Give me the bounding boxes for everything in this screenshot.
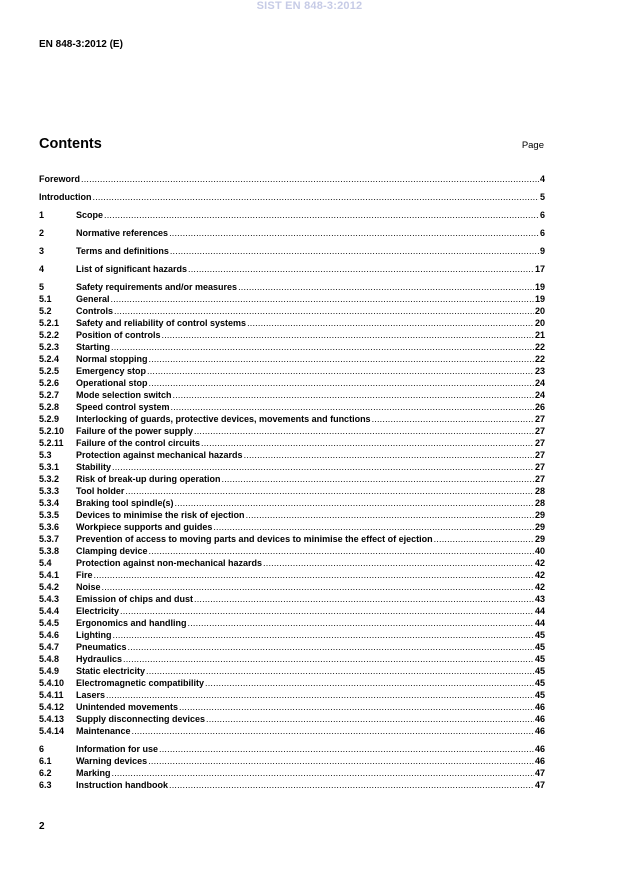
- toc-entry[interactable]: [39, 329, 545, 341]
- toc-entry-page: 46: [534, 714, 545, 724]
- toc-entry-page: 19: [534, 294, 545, 304]
- toc-entry-title: Ergonomics and handling: [76, 618, 187, 628]
- toc-entry[interactable]: [39, 473, 545, 485]
- toc-entry-title: Normative references: [76, 228, 169, 238]
- toc-entry-title: Electromagnetic compatibility: [76, 678, 205, 688]
- toc-entry-title: Tool holder: [76, 486, 125, 496]
- toc-entry-title: Information for use: [76, 744, 159, 754]
- document-id: EN 848-3:2012 (E): [39, 39, 123, 50]
- toc-entry[interactable]: [39, 701, 545, 713]
- toc-dot-leader: [175, 497, 534, 509]
- toc-entry-number: 5: [39, 282, 45, 292]
- toc-entry[interactable]: [39, 629, 545, 641]
- toc-entry-page: 27: [534, 450, 545, 460]
- toc-entry-page: 27: [534, 462, 545, 472]
- toc-entry-page: 9: [539, 246, 545, 256]
- toc-dot-leader: [247, 317, 534, 329]
- toc-entry-number: 5.3.4: [39, 498, 60, 508]
- toc-dot-leader: [125, 485, 534, 497]
- toc-entry-number: 5.2.8: [39, 402, 60, 412]
- toc-entry-title: Normal stopping: [76, 354, 148, 364]
- toc-entry-title: Safety requirements and/or measures: [76, 282, 238, 292]
- toc-entry-title: Introduction: [39, 192, 92, 202]
- toc-entry[interactable]: [39, 677, 545, 689]
- toc-entry-number: 5.2.11: [39, 438, 64, 448]
- toc-entry-title: Terms and definitions: [76, 246, 169, 256]
- toc-entry-page: 4: [539, 174, 545, 184]
- toc-entry-page: 27: [534, 438, 545, 448]
- toc-entry-title: General: [76, 294, 110, 304]
- toc-entry-page: 29: [534, 522, 545, 532]
- toc-entry[interactable]: [39, 227, 545, 239]
- toc-dot-leader: [112, 461, 534, 473]
- toc-entry[interactable]: [39, 281, 545, 293]
- toc-entry-title: Prevention of access to moving parts and devices to minimise the effect of ejection: [76, 534, 433, 544]
- toc-entry[interactable]: [39, 569, 545, 581]
- toc-entry-page: 45: [534, 666, 545, 676]
- page-column-label: Page: [521, 140, 544, 151]
- toc-entry[interactable]: [39, 341, 545, 353]
- toc-entry-page: 20: [534, 306, 545, 316]
- toc-entry-number: 5.3.7: [39, 534, 60, 544]
- toc-entry-title: Operational stop: [76, 378, 148, 388]
- toc-entry-title: Emergency stop: [76, 366, 147, 376]
- toc-entry[interactable]: [39, 767, 545, 779]
- toc-dot-leader: [179, 701, 534, 713]
- toc-entry-number: 5.4.3: [39, 594, 60, 604]
- toc-entry-page: 24: [534, 378, 545, 388]
- toc-entry[interactable]: [39, 485, 545, 497]
- toc-dot-leader: [244, 449, 534, 461]
- toc-entry-number: 5.2.6: [39, 378, 60, 388]
- toc-entry-title: Speed control system: [76, 402, 170, 412]
- toc-dot-leader: [147, 365, 534, 377]
- toc-entry[interactable]: [39, 509, 545, 521]
- toc-entry-number: 5.4.6: [39, 630, 60, 640]
- toc-entry-title: Controls: [76, 306, 113, 316]
- contents-heading: Contents: [39, 136, 102, 152]
- toc-entry-title: Failure of the power supply: [76, 426, 194, 436]
- toc-entry-number: 6.3: [39, 780, 52, 790]
- toc-entry-page: 29: [534, 510, 545, 520]
- toc-entry-page: 27: [534, 414, 545, 424]
- toc-entry-number: 5.3.6: [39, 522, 60, 532]
- toc-entry[interactable]: [39, 533, 545, 545]
- toc-entry[interactable]: [39, 497, 545, 509]
- toc-entry[interactable]: [39, 617, 545, 629]
- toc-dot-leader: [173, 389, 534, 401]
- toc-dot-leader: [170, 245, 539, 257]
- toc-entry-number: 5.1: [39, 294, 52, 304]
- toc-entry[interactable]: [39, 263, 545, 275]
- toc-entry-title: Hydraulics: [76, 654, 123, 664]
- toc-entry[interactable]: [39, 245, 545, 257]
- toc-entry-title: Marking: [76, 768, 111, 778]
- toc-entry-number: 5.4.8: [39, 654, 60, 664]
- toc-dot-leader: [372, 413, 534, 425]
- toc-entry[interactable]: [39, 581, 545, 593]
- toc-entry-title: Fire: [76, 570, 93, 580]
- toc-entry-title: Mode selection switch: [76, 390, 172, 400]
- toc-entry-page: 45: [534, 630, 545, 640]
- toc-entry[interactable]: [39, 545, 545, 557]
- toc-entry-title: Starting: [76, 342, 111, 352]
- toc-entry-number: 5.4: [39, 558, 52, 568]
- toc-dot-leader: [159, 743, 534, 755]
- toc-dot-leader: [201, 437, 534, 449]
- toc-dot-leader: [113, 629, 534, 641]
- toc-entry-page: 43: [534, 594, 545, 604]
- toc-entry-page: 17: [534, 264, 545, 274]
- toc-dot-leader: [213, 521, 534, 533]
- toc-entry[interactable]: [39, 437, 545, 449]
- toc-entry-number: 5.4.7: [39, 642, 60, 652]
- toc-entry-number: 5.2.1: [39, 318, 60, 328]
- toc-dot-leader: [188, 617, 534, 629]
- toc-dot-leader: [146, 665, 534, 677]
- toc-entry[interactable]: [39, 365, 545, 377]
- toc-entry-number: 5.4.4: [39, 606, 60, 616]
- toc-dot-leader: [111, 341, 534, 353]
- toc-entry-title: Static electricity: [76, 666, 146, 676]
- toc-entry-number: 1: [39, 210, 45, 220]
- toc-dot-leader: [194, 593, 534, 605]
- toc-entry-page: 42: [534, 582, 545, 592]
- toc-entry-number: 5.2.2: [39, 330, 60, 340]
- toc-dot-leader: [171, 401, 534, 413]
- toc-dot-leader: [120, 605, 534, 617]
- toc-dot-leader: [246, 509, 534, 521]
- toc-dot-leader: [81, 173, 539, 185]
- toc-dot-leader: [111, 293, 534, 305]
- toc-entry-page: 24: [534, 390, 545, 400]
- toc-entry[interactable]: [39, 779, 545, 791]
- toc-dot-leader: [263, 557, 534, 569]
- toc-entry[interactable]: [39, 713, 545, 725]
- toc-entry-title: Workpiece supports and guides: [76, 522, 213, 532]
- toc-entry-title: Protection against mechanical hazards: [76, 450, 243, 460]
- toc-entry-number: 3: [39, 246, 45, 256]
- toc-entry[interactable]: [39, 293, 545, 305]
- toc-entry[interactable]: [39, 557, 545, 569]
- page-number: 2: [39, 821, 45, 832]
- toc-entry[interactable]: [39, 461, 545, 473]
- toc-entry-title: Lasers: [76, 690, 106, 700]
- toc-entry[interactable]: [39, 173, 545, 185]
- toc-entry[interactable]: [39, 413, 545, 425]
- toc-entry[interactable]: [39, 593, 545, 605]
- toc-entry[interactable]: [39, 401, 545, 413]
- toc-entry-page: 46: [534, 702, 545, 712]
- toc-entry-number: 5.4.5: [39, 618, 60, 628]
- toc-dot-leader: [434, 533, 534, 545]
- toc-entry-number: 5.3.8: [39, 546, 60, 556]
- toc-entry[interactable]: [39, 725, 545, 737]
- toc-entry-title: Braking tool spindle(s): [76, 498, 174, 508]
- toc-entry[interactable]: [39, 317, 545, 329]
- toc-entry[interactable]: [39, 425, 545, 437]
- toc-entry-page: 5: [539, 192, 545, 202]
- toc-dot-leader: [205, 677, 534, 689]
- toc-entry-page: 47: [534, 780, 545, 790]
- toc-dot-leader: [222, 473, 534, 485]
- toc-entry-title: Failure of the control circuits: [76, 438, 201, 448]
- toc-entry-title: Noise: [76, 582, 101, 592]
- toc-entry-number: 5.4.13: [39, 714, 65, 724]
- toc-entry-number: 5.4.2: [39, 582, 60, 592]
- toc-entry-number: 5.3.5: [39, 510, 60, 520]
- toc-entry-number: 5.4.9: [39, 666, 60, 676]
- toc-entry-page: 22: [534, 354, 545, 364]
- toc-entry-page: 46: [534, 756, 545, 766]
- toc-entry-number: 5.4.14: [39, 726, 65, 736]
- toc-entry-page: 6: [539, 228, 545, 238]
- toc-entry-page: 47: [534, 768, 545, 778]
- toc-dot-leader: [238, 281, 534, 293]
- toc-entry-page: 42: [534, 570, 545, 580]
- toc-entry-number: 5.2.10: [39, 426, 65, 436]
- toc-dot-leader: [169, 227, 539, 239]
- watermark: SIST EN 848-3:2012: [256, 0, 363, 12]
- toc-entry-number: 6.1: [39, 756, 52, 766]
- toc-entry[interactable]: [39, 389, 545, 401]
- toc-dot-leader: [194, 425, 534, 437]
- toc-entry-title: Warning devices: [76, 756, 148, 766]
- toc-entry-page: 23: [534, 366, 545, 376]
- toc-dot-leader: [206, 713, 534, 725]
- toc-entry-title: Electricity: [76, 606, 120, 616]
- toc-dot-leader: [188, 263, 534, 275]
- toc-entry-title: Supply disconnecting devices: [76, 714, 206, 724]
- toc-entry-page: 45: [534, 690, 545, 700]
- toc-entry-title: Foreword: [39, 174, 81, 184]
- toc-dot-leader: [149, 545, 534, 557]
- toc-entry-number: 5.3.3: [39, 486, 60, 496]
- toc-entry-page: 27: [534, 426, 545, 436]
- toc-entry-page: 45: [534, 642, 545, 652]
- toc-entry-page: 46: [534, 726, 545, 736]
- toc-dot-leader: [148, 755, 534, 767]
- toc-entry-title: Scope: [76, 210, 104, 220]
- toc-entry-title: Interlocking of guards, protective devices, movements and functions: [76, 414, 371, 424]
- toc-entry[interactable]: [39, 653, 545, 665]
- toc-entry-title: Devices to minimise the risk of ejection: [76, 510, 245, 520]
- toc-entry-number: 5.2.9: [39, 414, 60, 424]
- toc-entry-page: 45: [534, 654, 545, 664]
- toc-dot-leader: [162, 329, 534, 341]
- toc-entry-title: Emission of chips and dust: [76, 594, 194, 604]
- toc-entry-number: 5.4.12: [39, 702, 65, 712]
- toc-entry-page: 44: [534, 618, 545, 628]
- toc-entry[interactable]: [39, 353, 545, 365]
- toc-entry-page: 29: [534, 534, 545, 544]
- toc-entry-page: 44: [534, 606, 545, 616]
- toc-entry-page: 45: [534, 678, 545, 688]
- toc-entry-number: 4: [39, 264, 45, 274]
- toc-entry-number: 2: [39, 228, 45, 238]
- toc-entry-number: 5.3: [39, 450, 52, 460]
- toc-entry-title: Pneumatics: [76, 642, 127, 652]
- toc-entry-title: Protection against non-mechanical hazards: [76, 558, 263, 568]
- toc-entry[interactable]: [39, 305, 545, 317]
- toc-entry[interactable]: [39, 605, 545, 617]
- toc-entry-page: 27: [534, 474, 545, 484]
- toc-entry-number: 6: [39, 744, 45, 754]
- toc-entry-title: Instruction handbook: [76, 780, 168, 790]
- toc-entry-page: 42: [534, 558, 545, 568]
- toc-entry-number: 5.2.7: [39, 390, 60, 400]
- toc-entry-title: Risk of break-up during operation: [76, 474, 221, 484]
- toc-entry-number: 5.2: [39, 306, 52, 316]
- toc-entry-page: 19: [534, 282, 545, 292]
- toc-entry[interactable]: [39, 689, 545, 701]
- toc-entry-number: 5.3.1: [39, 462, 60, 472]
- toc-dot-leader: [93, 191, 539, 203]
- toc-entry-page: 40: [534, 546, 545, 556]
- toc-entry-page: 20: [534, 318, 545, 328]
- toc-entry-title: List of significant hazards: [76, 264, 188, 274]
- toc-dot-leader: [123, 653, 534, 665]
- toc-dot-leader: [114, 305, 534, 317]
- toc-entry-number: 5.3.2: [39, 474, 60, 484]
- toc-entry[interactable]: [39, 755, 545, 767]
- toc-entry-title: Maintenance: [76, 726, 131, 736]
- toc-entry-number: 5.2.5: [39, 366, 60, 376]
- toc-entry-number: 5.2.3: [39, 342, 60, 352]
- toc-entry[interactable]: [39, 521, 545, 533]
- toc-entry-title: Lighting: [76, 630, 112, 640]
- toc-dot-leader: [94, 569, 534, 581]
- table-of-contents: [39, 173, 545, 791]
- toc-entry-page: 21: [534, 330, 545, 340]
- toc-entry-page: 46: [534, 744, 545, 754]
- toc-entry-page: 28: [534, 498, 545, 508]
- toc-dot-leader: [104, 209, 539, 221]
- toc-entry-title: Safety and reliability of control systems: [76, 318, 247, 328]
- toc-dot-leader: [128, 641, 534, 653]
- toc-entry-title: Unintended movements: [76, 702, 179, 712]
- toc-entry-page: 22: [534, 342, 545, 352]
- toc-entry[interactable]: [39, 743, 545, 755]
- toc-entry-number: 6.2: [39, 768, 52, 778]
- toc-entry[interactable]: [39, 377, 545, 389]
- toc-entry-page: 6: [539, 210, 545, 220]
- toc-entry-title: Position of controls: [76, 330, 161, 340]
- toc-entry[interactable]: [39, 209, 545, 221]
- toc-dot-leader: [106, 689, 534, 701]
- toc-entry-number: 5.4.11: [39, 690, 64, 700]
- toc-dot-leader: [132, 725, 534, 737]
- toc-dot-leader: [169, 779, 534, 791]
- toc-entry[interactable]: [39, 665, 545, 677]
- toc-dot-leader: [102, 581, 534, 593]
- toc-dot-leader: [149, 353, 534, 365]
- toc-entry[interactable]: [39, 191, 545, 203]
- toc-dot-leader: [112, 767, 534, 779]
- toc-entry-title: Clamping device: [76, 546, 148, 556]
- toc-entry-page: 26: [534, 402, 545, 412]
- toc-entry-title: Stability: [76, 462, 112, 472]
- toc-entry-number: 5.2.4: [39, 354, 60, 364]
- toc-entry[interactable]: [39, 449, 545, 461]
- toc-entry-page: 28: [534, 486, 545, 496]
- toc-dot-leader: [149, 377, 534, 389]
- toc-entry-number: 5.4.1: [39, 570, 60, 580]
- toc-entry-number: 5.4.10: [39, 678, 65, 688]
- toc-entry[interactable]: [39, 641, 545, 653]
